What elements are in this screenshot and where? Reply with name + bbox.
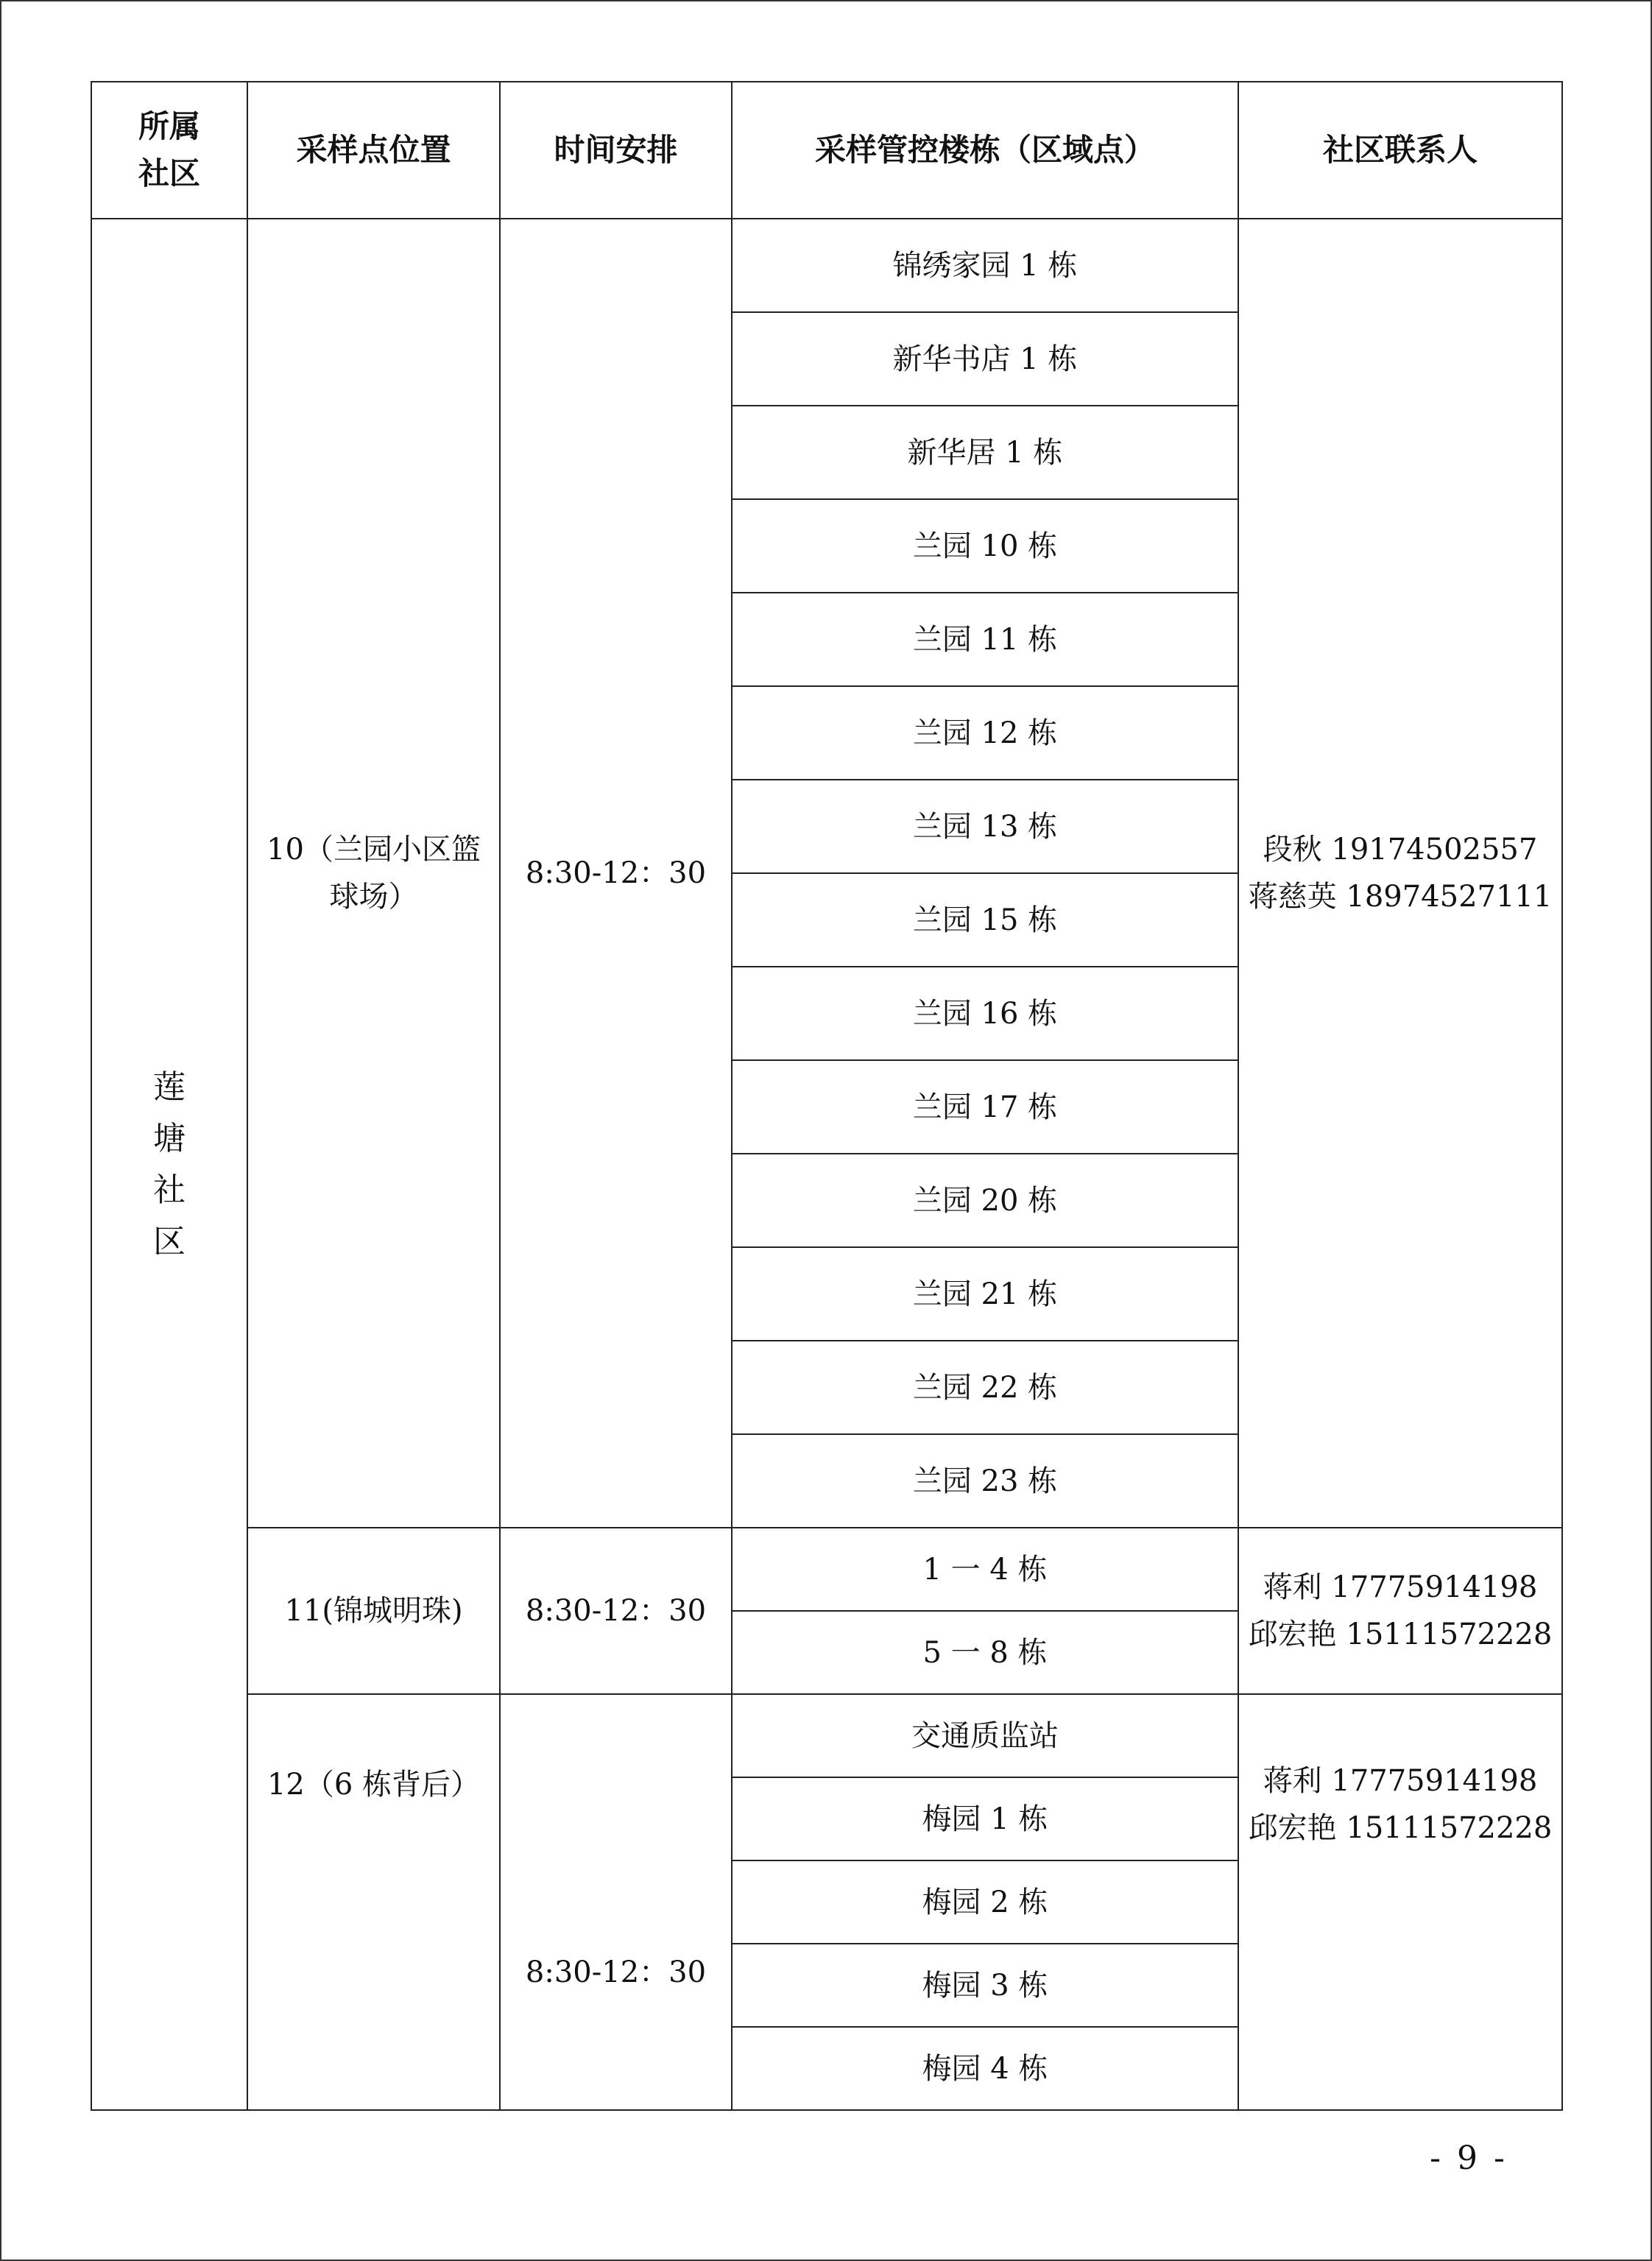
- building-cell: 兰园 15 栋: [732, 873, 1238, 967]
- building-cell: 兰园 16 栋: [732, 967, 1238, 1060]
- community-cell: [91, 219, 247, 2110]
- site-location: 11(锦城明珠): [247, 1528, 500, 1694]
- building-cell: 兰园 20 栋: [732, 1154, 1238, 1247]
- building-cell: 新华书店 1 栋: [732, 312, 1238, 406]
- building-cell: 兰园 11 栋: [732, 593, 1238, 686]
- building-cell: 1 一 4 栋: [732, 1528, 1238, 1611]
- contact-line: 蒋利 17775914198: [1263, 1764, 1538, 1798]
- table-row: [91, 1528, 1562, 1611]
- building-cell: 梅园 2 栋: [732, 1860, 1238, 1944]
- header-time: 时间安排: [500, 82, 732, 219]
- building-cell: 梅园 4 栋: [732, 2027, 1238, 2110]
- site-location-cell: [247, 219, 500, 1528]
- header-community: 所属社区: [91, 82, 247, 219]
- site-contacts-cell: [1238, 1694, 1562, 2110]
- site-location: 12（6 栋背后）: [247, 1694, 500, 2110]
- building-cell: 梅园 3 栋: [732, 1944, 1238, 2027]
- site-time: 8:30-12：30: [500, 1528, 732, 1694]
- building-cell: 兰园 21 栋: [732, 1247, 1238, 1341]
- table-row: [91, 219, 1562, 312]
- site-contacts-cell: [1238, 1528, 1562, 1694]
- table-row: [91, 1694, 1562, 1777]
- building-cell: 兰园 23 栋: [732, 1434, 1238, 1528]
- contact-line: 蒋利 17775914198: [1263, 1570, 1538, 1604]
- building-cell: 兰园 17 栋: [732, 1060, 1238, 1154]
- contact-line: 邱宏艳 15111572228: [1248, 1811, 1553, 1845]
- site-contacts-cell: [1238, 219, 1562, 1528]
- contact-line: 蒋慈英 18974527111: [1248, 880, 1553, 914]
- building-cell: 锦绣家园 1 栋: [732, 219, 1238, 312]
- contact-line: 邱宏艳 15111572228: [1248, 1618, 1553, 1651]
- building-cell: 新华居 1 栋: [732, 406, 1238, 499]
- building-cell: 兰园 12 栋: [732, 686, 1238, 780]
- building-cell: 梅园 1 栋: [732, 1777, 1238, 1860]
- building-cell: 兰园 22 栋: [732, 1341, 1238, 1434]
- building-cell: 兰园 10 栋: [732, 499, 1238, 593]
- header-contact: 社区联系人: [1238, 82, 1562, 219]
- contact-line: 段秋 19174502557: [1263, 833, 1538, 867]
- building-cell: 兰园 13 栋: [732, 780, 1238, 873]
- site-time: 8:30-12：30: [500, 219, 732, 1528]
- page-number: - 9 -: [1430, 2140, 1508, 2177]
- header-location: 采样点位置: [247, 82, 500, 219]
- site-location: 10（兰园小区篮球场）: [266, 833, 481, 914]
- header-row: [91, 82, 1562, 219]
- header-buildings: 采样管控楼栋（区域点）: [732, 82, 1238, 219]
- building-cell: 5 一 8 栋: [732, 1611, 1238, 1694]
- community-name: 莲塘社区: [153, 1068, 186, 1260]
- sampling-schedule-table: [91, 81, 1563, 2111]
- site-time: 8:30-12：30: [500, 1694, 732, 2110]
- building-cell: 交通质监站: [732, 1694, 1238, 1777]
